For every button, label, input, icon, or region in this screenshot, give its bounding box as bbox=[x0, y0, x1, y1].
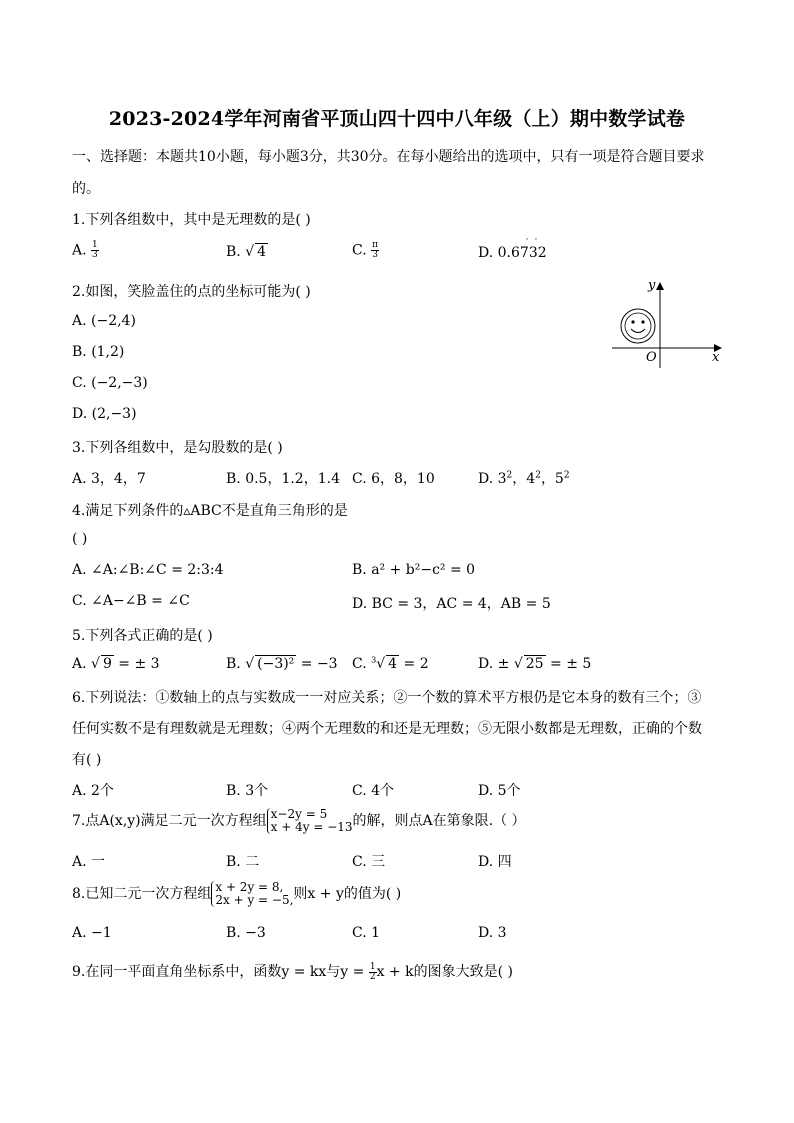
q2-option-c: C. (−2,−3) bbox=[72, 375, 148, 391]
q7-equation-system: x−2y = 5 x + 4y = −13 bbox=[267, 808, 353, 834]
q6-line1: 6.下列说法：①数轴上的点与实数成一一对应关系；②一个数的算术平方根仍是它本身的数有三个；③ bbox=[72, 690, 702, 706]
q6-option-c: C. 4个 bbox=[352, 783, 395, 799]
q6-line2: 任何实数不是有理数就是无理数；④两个无理数的和还是无理数；⑤无限小数都是无理数，正确的个数 bbox=[72, 721, 702, 737]
q3-option-a: A. 3，4，7 bbox=[72, 471, 146, 487]
section-heading-line2: 的。 bbox=[72, 181, 100, 197]
q8-option-c: C. 1 bbox=[352, 925, 381, 941]
axes-svg bbox=[608, 278, 726, 370]
y-axis-label: y bbox=[648, 278, 656, 293]
section-heading-line1: 一、选择题：本题共10小题，每小题3分，共30分。在每小题给出的选项中，只有一项是符合题目要求 bbox=[72, 149, 705, 165]
x-axis-label: x bbox=[712, 350, 720, 365]
sqrt-icon: √ bbox=[513, 656, 523, 672]
q5-stem: 5.下列各式正确的是( ) bbox=[72, 628, 213, 644]
q7-stem: 7.点A(x,y)满足二元一次方程组 x−2y = 5 x + 4y = −13 的解，则点A在第象限.（ ） bbox=[72, 807, 526, 834]
q6-option-a: A. 2个 bbox=[72, 783, 114, 799]
q1-b-radicand: 4 bbox=[257, 244, 267, 260]
q4-option-b: B. a² + b²−c² = 0 bbox=[352, 562, 476, 578]
q6-line3: 有( ) bbox=[72, 752, 102, 768]
q2-option-a: A. (−2,4) bbox=[72, 313, 136, 329]
q2-option-d: D. (2,−3) bbox=[72, 406, 137, 422]
q3-option-d: D. $3^2$，$4^2$，$5^2$ bbox=[478, 470, 570, 487]
q7-option-b: B. 二 bbox=[226, 854, 260, 870]
q4-option-c: C. ∠A−∠B = ∠C bbox=[72, 593, 190, 609]
q1-option-c bbox=[352, 241, 379, 260]
y-axis-arrow bbox=[656, 282, 664, 290]
q7-option-d: D. 四 bbox=[478, 854, 512, 870]
repeating-dots: ·· bbox=[525, 235, 544, 245]
q1-b-label: B. bbox=[226, 244, 241, 260]
q1-d-label: D. bbox=[478, 245, 494, 261]
q8-option-a: A. −1 bbox=[72, 925, 112, 941]
q5-option-b: B. √ (−3)² = −3 bbox=[226, 656, 338, 672]
q3-option-b: B. 0.5，1.2，1.4 bbox=[226, 471, 340, 487]
sqrt-icon: √ bbox=[245, 244, 255, 260]
q7-option-c: C. 三 bbox=[352, 854, 386, 870]
q1-c-fraction: $\frac{\pi}{3}$ bbox=[372, 240, 379, 260]
q6-option-b: B. 3个 bbox=[226, 783, 269, 799]
q8-equation-system: x + 2y = 8, 2x + y = −5, bbox=[211, 881, 293, 907]
q4-option-d: D. BC = 3，AC = 4，AB = 5 bbox=[352, 596, 551, 612]
q6-option-d: D. 5个 bbox=[478, 783, 521, 799]
q1-c-label: C. bbox=[352, 242, 367, 259]
q2-stem: 2.如图，笑脸盖住的点的坐标可能为( ) bbox=[72, 284, 311, 300]
q1-a-label: A. bbox=[72, 242, 87, 259]
q5-option-a: A. √ 9 = ± 3 bbox=[72, 656, 160, 672]
q1-option-a bbox=[72, 241, 99, 260]
q3-stem: 3.下列各组数中，是勾股数的是( ) bbox=[72, 440, 283, 456]
q4-stem: 4.满足下列条件的▵ABC不是直角三角形的是 bbox=[72, 503, 348, 519]
smiley-face-icon bbox=[621, 309, 655, 343]
q5-option-c: C. $^3$√ 4 = 2 bbox=[352, 655, 429, 672]
q9-stem: 9.在同一平面直角坐标系中，函数y = kx与y = $\frac{1}{2}$ x + k的图象大致是( ) bbox=[72, 961, 513, 982]
q7-option-a: A. 一 bbox=[72, 854, 106, 870]
q1-a-fraction: $\frac{1}{3}$ bbox=[92, 240, 98, 260]
q8-stem: 8.已知二元一次方程组 x + 2y = 8, 2x + y = −5, 则x + y的值为( ) bbox=[72, 880, 402, 907]
q8-option-b: B. −3 bbox=[226, 925, 266, 941]
sqrt-icon: √ bbox=[376, 656, 386, 672]
q8-option-d: D. 3 bbox=[478, 925, 507, 941]
sqrt-icon: √ bbox=[91, 656, 100, 672]
q9-fraction: $\frac{1}{2}$ bbox=[369, 961, 376, 982]
q3-option-c: C. 6，8，10 bbox=[352, 471, 435, 487]
q5-option-d: D. ± √ 25 = ± 5 bbox=[478, 656, 592, 672]
page-title: 2023-2024学年河南省平顶山四十四中八年级（上）期中数学试卷 bbox=[108, 108, 686, 130]
q1-stem: 1.下列各组数中，其中是无理数的是( ) bbox=[72, 212, 311, 228]
sqrt-icon: √ bbox=[245, 656, 255, 672]
coordinate-figure bbox=[608, 278, 726, 370]
q1-d-value: 0.6732 bbox=[497, 245, 547, 261]
q2-option-b: B. (1,2) bbox=[72, 344, 125, 360]
q1-option-b bbox=[226, 243, 268, 260]
q1-option-d bbox=[478, 235, 547, 261]
origin-label: O bbox=[646, 350, 657, 365]
q4-option-a: A. ∠A:∠B:∠C = 2:3:4 bbox=[72, 562, 224, 578]
q4-paren: ( ) bbox=[72, 531, 88, 547]
